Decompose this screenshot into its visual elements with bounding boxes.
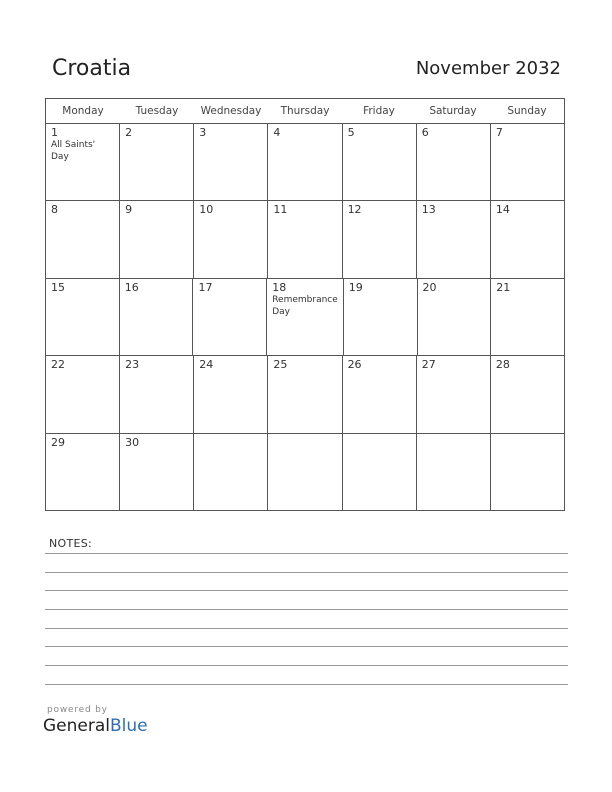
day-number: 21 [496,280,511,294]
weekday-header: Wednesday [200,105,262,117]
note-line [45,684,568,685]
day-number: 16 [124,280,139,294]
day-number: 28 [495,358,510,372]
day-number: 14 [495,203,510,217]
day-number: 1 [51,126,58,139]
brand-name-part2: Blue [110,716,148,736]
day-cell [194,356,268,432]
calendar-grid [45,98,565,511]
day-cell [417,124,491,200]
day-number: 6 [421,126,429,139]
day-number: 12 [347,203,362,217]
calendar-week-row [46,279,564,356]
day-number: 25 [273,358,288,372]
notes-label: NOTES: [49,537,93,550]
weekday-header: Saturday [429,105,477,117]
day-number: 2 [125,126,133,139]
day-cell [120,279,194,355]
day-number: 13 [421,203,436,217]
note-line [45,609,568,610]
calendar-week-row [46,124,564,201]
day-number: 7 [495,126,503,139]
day-cell [491,434,564,510]
day-number: 27 [421,358,436,372]
day-cell [343,201,417,277]
day-cell [268,434,342,510]
weekday-header-row [46,99,564,124]
day-cell [491,124,564,200]
day-cell [46,434,120,510]
day-cell [194,201,268,277]
calendar-week-row [46,201,564,278]
day-cell [120,201,194,277]
day-cell [46,356,120,432]
calendar-week-row [46,434,564,510]
day-cell [194,124,268,200]
day-cell [46,279,120,355]
day-number: 4 [273,126,281,139]
day-cell [194,434,268,510]
day-number: 24 [199,358,214,372]
day-cell [268,201,342,277]
day-cell [268,124,342,200]
day-cell [491,201,564,277]
calendar-week-row [46,356,564,433]
note-line [45,572,568,573]
brand-name-part1: General [43,716,110,736]
holiday-label: Remembrance Day [272,294,338,317]
day-cell [417,356,491,432]
day-cell [46,201,120,277]
note-line [45,553,568,554]
day-cell [268,356,342,432]
day-number: 20 [422,280,437,294]
note-line [45,646,568,647]
note-line [45,628,568,629]
day-cell [120,124,194,200]
day-cell [418,279,492,355]
brand-logo [43,716,148,736]
day-number: 8 [51,203,58,217]
day-number: 19 [348,280,363,294]
weekday-header: Sunday [507,105,547,117]
holiday-label: All Saints' Day [51,140,96,162]
day-cell [120,356,194,432]
day-cell [417,201,491,277]
day-number: 15 [51,280,65,294]
weekday-header: Monday [62,105,104,117]
day-cell [417,434,491,510]
day-cell [343,124,417,200]
day-number: 10 [199,203,214,217]
day-number: 3 [199,126,207,139]
country-title: Croatia [52,56,132,81]
day-number: 30 [125,435,140,449]
day-cell [343,356,417,432]
day-cell [491,356,564,432]
day-number: 18 [272,280,287,294]
day-number: 29 [51,435,65,449]
month-year-title: November 2032 [415,58,561,79]
day-cell [491,279,564,355]
day-number: 22 [51,358,65,372]
note-line [45,665,568,666]
day-cell [46,124,120,200]
day-number: 17 [198,280,213,294]
day-cell [344,279,418,355]
day-cell [120,434,194,510]
day-number: 9 [125,203,133,217]
weekday-header: Tuesday [135,105,179,117]
day-number: 5 [347,126,355,139]
powered-by-text: powered by [47,705,108,715]
day-cell [267,279,344,355]
day-cell [193,279,267,355]
day-number: 11 [273,203,288,217]
day-number: 26 [347,358,362,372]
day-cell [343,434,417,510]
weekday-header: Friday [363,105,395,117]
note-line [45,590,568,591]
day-number: 23 [125,358,140,372]
weekday-header: Thursday [280,105,330,117]
